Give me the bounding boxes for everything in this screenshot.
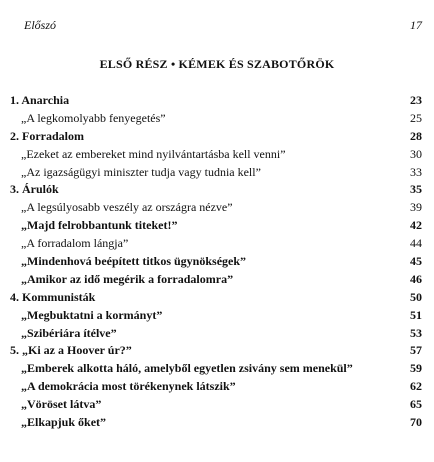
section-title: „Megbuktatni a kormányt” [21, 307, 163, 322]
page-number: 57 [410, 343, 422, 358]
page-number: 23 [410, 93, 422, 107]
page-number: 62 [410, 379, 422, 394]
running-head-page-number: 17 [410, 18, 422, 32]
toc-chapter-row [10, 128, 422, 146]
page-number: 30 [410, 146, 422, 161]
chapter-title: 1. Anarchia [10, 93, 70, 107]
page-number: 39 [410, 200, 422, 215]
page-number: 44 [410, 236, 422, 251]
page-number: 42 [410, 218, 422, 233]
toc-section-row [10, 146, 422, 164]
page-number: 46 [410, 271, 422, 286]
section-title: „Majd felrobbantunk titeket!” [21, 218, 178, 233]
section-title: „Ezeket az embereket mind nyilvántartásba kell venni” [21, 146, 286, 161]
chapter-title: 5. „Ki az a Hoover úr?” [10, 343, 132, 358]
section-title: „A legkomolyabb fenyegetés” [21, 110, 166, 125]
chapter-title: 3. Árulók [10, 182, 59, 197]
toc-section-row [10, 235, 422, 253]
section-title: „A legsúlyosabb veszély az országra nézve” [21, 200, 233, 215]
toc-chapter-row [10, 289, 422, 307]
section-title: „Az igazságügyi miniszter tudja vagy tudnia kell” [21, 164, 261, 179]
page-number: 35 [410, 182, 422, 197]
page-number: 28 [410, 128, 422, 143]
toc-section-row [10, 217, 422, 235]
toc-section-row [10, 164, 422, 182]
page-number: 70 [410, 415, 422, 430]
section-title: „Elkapjuk őket” [21, 415, 107, 430]
toc-chapter-row [10, 92, 422, 110]
section-title: „Amikor az idő megérik a forradalomra” [21, 271, 234, 286]
page-number: 25 [410, 110, 422, 125]
section-title: „A forradalom lángja” [21, 236, 129, 251]
section-title: „Vöröset látva” [21, 397, 102, 412]
toc-section-row [10, 307, 422, 325]
toc-section-row [10, 271, 422, 289]
section-title: „A demokrácia most törékenynek látszik” [21, 379, 236, 394]
page-number: 33 [410, 164, 422, 179]
chapter-title: 2. Forradalom [10, 128, 84, 143]
table-of-contents [10, 92, 422, 432]
toc-chapter-row [10, 342, 422, 360]
toc-section-row [10, 360, 422, 378]
page-number: 65 [410, 397, 422, 412]
toc-section-row [10, 325, 422, 343]
toc-section-row [10, 199, 422, 217]
toc-section-row [10, 414, 422, 432]
chapter-title: 4. Kommunisták [10, 289, 96, 304]
section-title: „Emberek alkotta háló, amelyből egyetlen zsivány sem menekül” [21, 361, 353, 376]
page-number: 50 [410, 289, 422, 304]
page-number: 59 [410, 361, 422, 376]
page-number: 45 [410, 254, 422, 269]
page-number: 51 [410, 307, 422, 322]
part-title: ELSŐ RÉSZ • KÉMEK ÉS SZABOTŐRÖK [99, 57, 335, 71]
running-head-title: Előszó [24, 18, 57, 32]
section-title: „Szibériára ítélve” [21, 325, 117, 340]
section-title: „Mindenhová beépített titkos ügynökségek” [21, 254, 247, 269]
toc-section-row [10, 396, 422, 414]
toc-section-row [10, 110, 422, 128]
page-number: 53 [410, 325, 422, 340]
toc-chapter-row [10, 181, 422, 199]
toc-section-row [10, 253, 422, 271]
toc-section-row [10, 378, 422, 396]
running-head [24, 18, 422, 34]
